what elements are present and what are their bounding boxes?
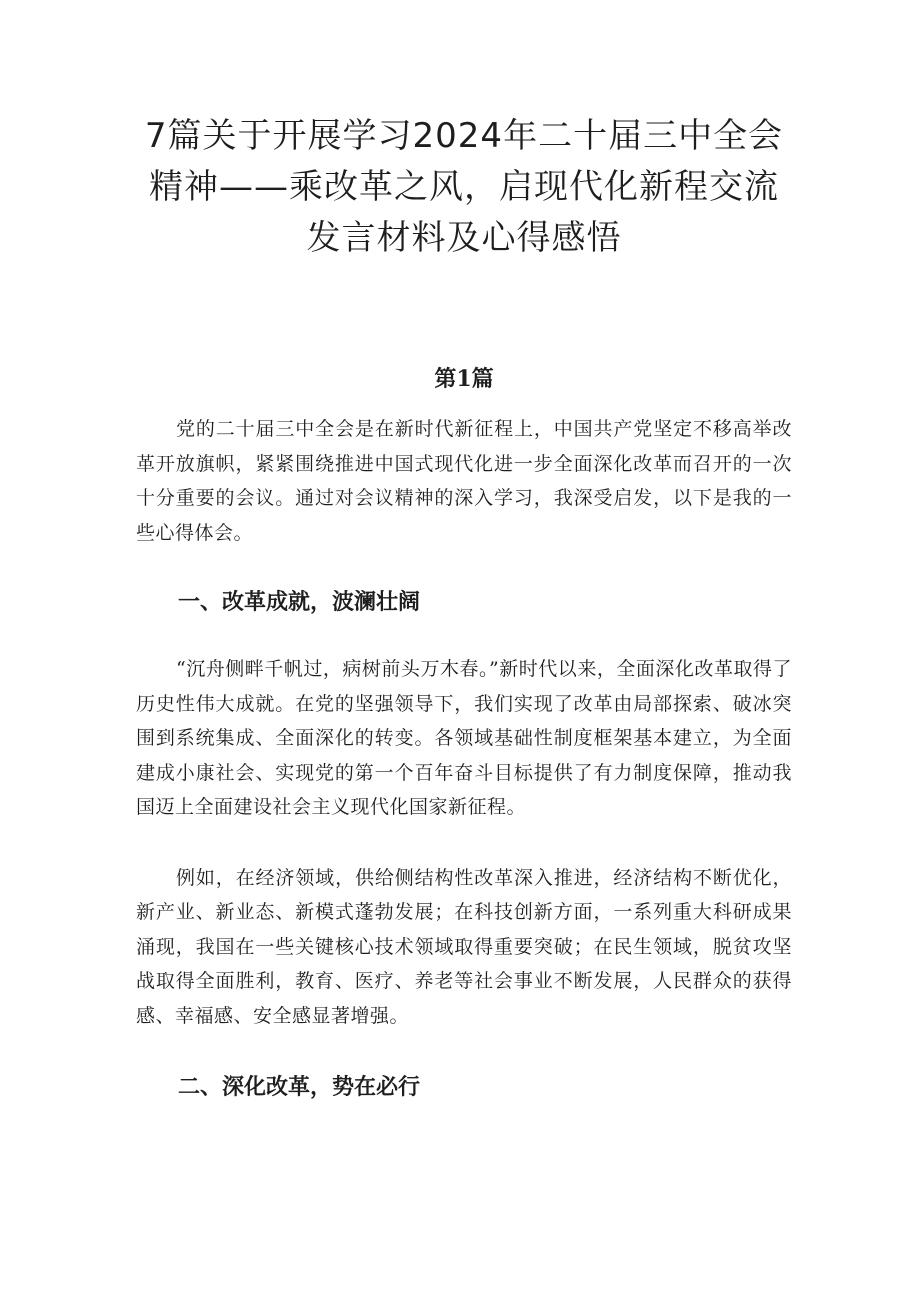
document-title <box>136 111 792 264</box>
paragraph-examples: 例如，在经济领域，供给侧结构性改革深入推进，经济结构不断优化，新产业、新业态、新模式蓬勃发展；在科技创新方面，一系列重大科研成果涌现，我国在一些关键核心技术领域取得重要突破；在民生领域，脱贫攻坚战取得全面胜利，教育、医疗、养老等社会事业不断发展，人民群众的获得感、幸福感、安全感显著增强。 <box>136 866 792 1027</box>
section-heading-2: 二、深化改革，势在必行 <box>178 1075 421 1100</box>
paragraph-achievements: “沉舟侧畔千帆过，病树前头万木春。”新时代以来，全面深化改革取得了历史性伟大成就。在党的坚强领导下，我们实现了改革由局部探索、破冰突围到系统集成、全面深化的转变。各领域基础性制度框架基本建立，为全面建成小康社会、实现党的第一个百年奋斗目标提供了有力制度保障，推动我国迈上全面建设社会主义现代化国家新征程。 <box>136 658 792 818</box>
title-line-2: 精神——乘改革之风，启现代化新程交流 <box>149 167 779 207</box>
article-heading: 第1篇 <box>434 366 494 392</box>
section-heading-1: 一、改革成就，波澜壮阔 <box>178 590 421 615</box>
paragraph-intro: 党的二十届三中全会是在新时代新征程上，中国共产党坚定不移高举改革开放旗帜，紧紧围绕推进中国式现代化进一步全面深化改革而召开的一次十分重要的会议。通过对会议精神的深入学习，我深受启发，以下是我的一些心得体会。 <box>136 418 792 544</box>
title-line-3: 发言材料及心得感悟 <box>306 218 622 258</box>
title-line-1: 7篇关于开展学习2024年二十届三中全会 <box>144 116 784 156</box>
